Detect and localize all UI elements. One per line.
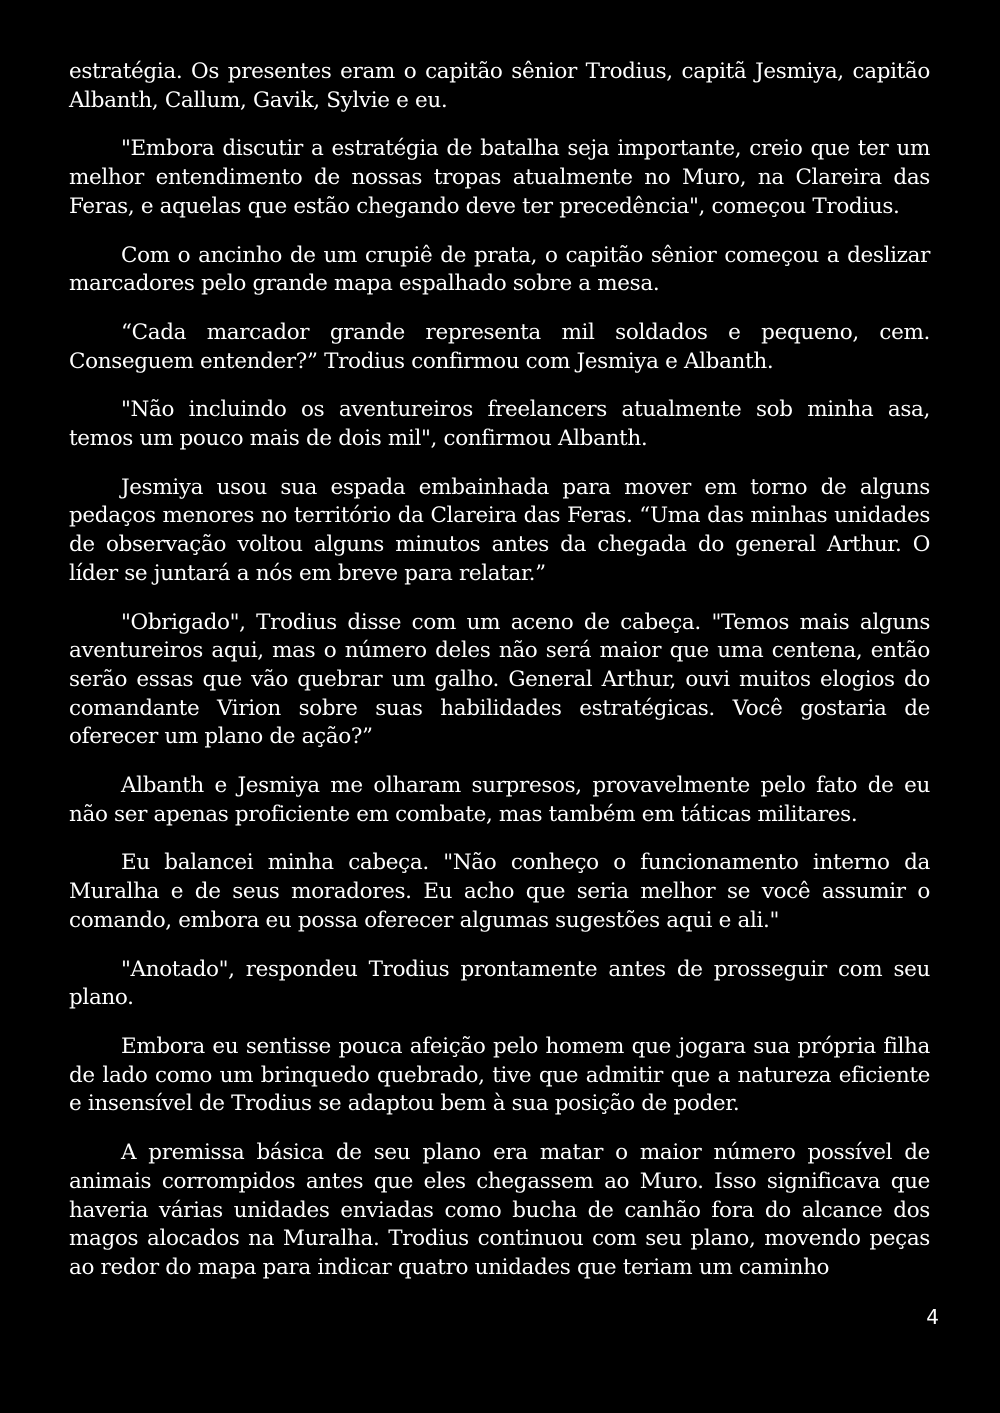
paragraph-6: Jesmiya usou sua espada embainhada para mover em torno de alguns pedaços menores no território da Clareira das Feras. “Uma das minhas unidades de observação voltou alguns minutos antes da chegada do general Arthur. O líder se juntará a nós em breve para relatar.” bbox=[69, 474, 930, 586]
paragraph-8: Albanth e Jesmiya me olharam surpresos, provavelmente pelo fato de eu não ser apenas proficiente em combate, mas também em táticas militares. bbox=[69, 773, 930, 827]
paragraph-4: “Cada marcador grande representa mil soldados e pequeno, cem. Conseguem entender?” Trodius confirmou com Jesmiya e Albanth. bbox=[69, 319, 930, 374]
paragraph-11: Embora eu sentisse pouca afeição pelo homem que jogara sua própria filha de lado como um brinquedo quebrado, tive que admitir que a natureza eficiente e insensível de Trodius se adaptou bem à sua posição de poder. bbox=[69, 1033, 930, 1117]
paragraph-1: estratégia. Os presentes eram o capitão sênior Trodius, capitã Jesmiya, capitão Albanth, Callum, Gavik, Sylvie e eu. bbox=[69, 59, 930, 113]
page-body bbox=[69, 58, 930, 1303]
paragraph-10: "Anotado", respondeu Trodius prontamente antes de prosseguir com seu plano. bbox=[69, 956, 930, 1011]
paragraph-9: Eu balancei minha cabeça. "Não conheço o funcionamento interno da Muralha e de seus moradores. Eu acho que seria melhor se você assumir o comando, embora eu possa oferecer algumas sugestões aqui e ali." bbox=[69, 850, 930, 933]
paragraph-12: A premissa básica de seu plano era matar o maior número possível de animais corrompidos antes que eles chegassem ao Muro. Isso significava que haveria várias unidades enviadas como bucha de canhão fora do alcance dos magos alocados na Muralha. Trodius continuou com seu plano, movendo peças ao redor do mapa para indicar quatro unidades que teriam um caminho bbox=[69, 1140, 930, 1280]
paragraph-7: "Obrigado", Trodius disse com um aceno de cabeça. "Temos mais alguns aventureiros aqui, mas o número deles não será maior que uma centena, então serão essas que vão quebrar um galho. General Arthur, ouvi muitos elogios do comandante Virion sobre suas habilidades estratégicas. Você gostaria de oferecer um plano de ação?” bbox=[69, 609, 930, 750]
paragraph-5: "Não incluindo os aventureiros freelancers atualmente sob minha asa, temos um pouco mais de dois mil", confirmou Albanth. bbox=[69, 397, 930, 452]
paragraph-3: Com o ancinho de um crupiê de prata, o capitão sênior começou a deslizar marcadores pelo grande mapa espalhado sobre a mesa. bbox=[69, 242, 930, 297]
page-number: 4 bbox=[926, 1305, 939, 1329]
paragraph-2: "Embora discutir a estratégia de batalha seja importante, creio que ter um melhor entendimento de nossas tropas atualmente no Muro, na Clareira das Feras, e aquelas que estão chegando deve ter precedência", começou Trodius. bbox=[69, 136, 930, 219]
